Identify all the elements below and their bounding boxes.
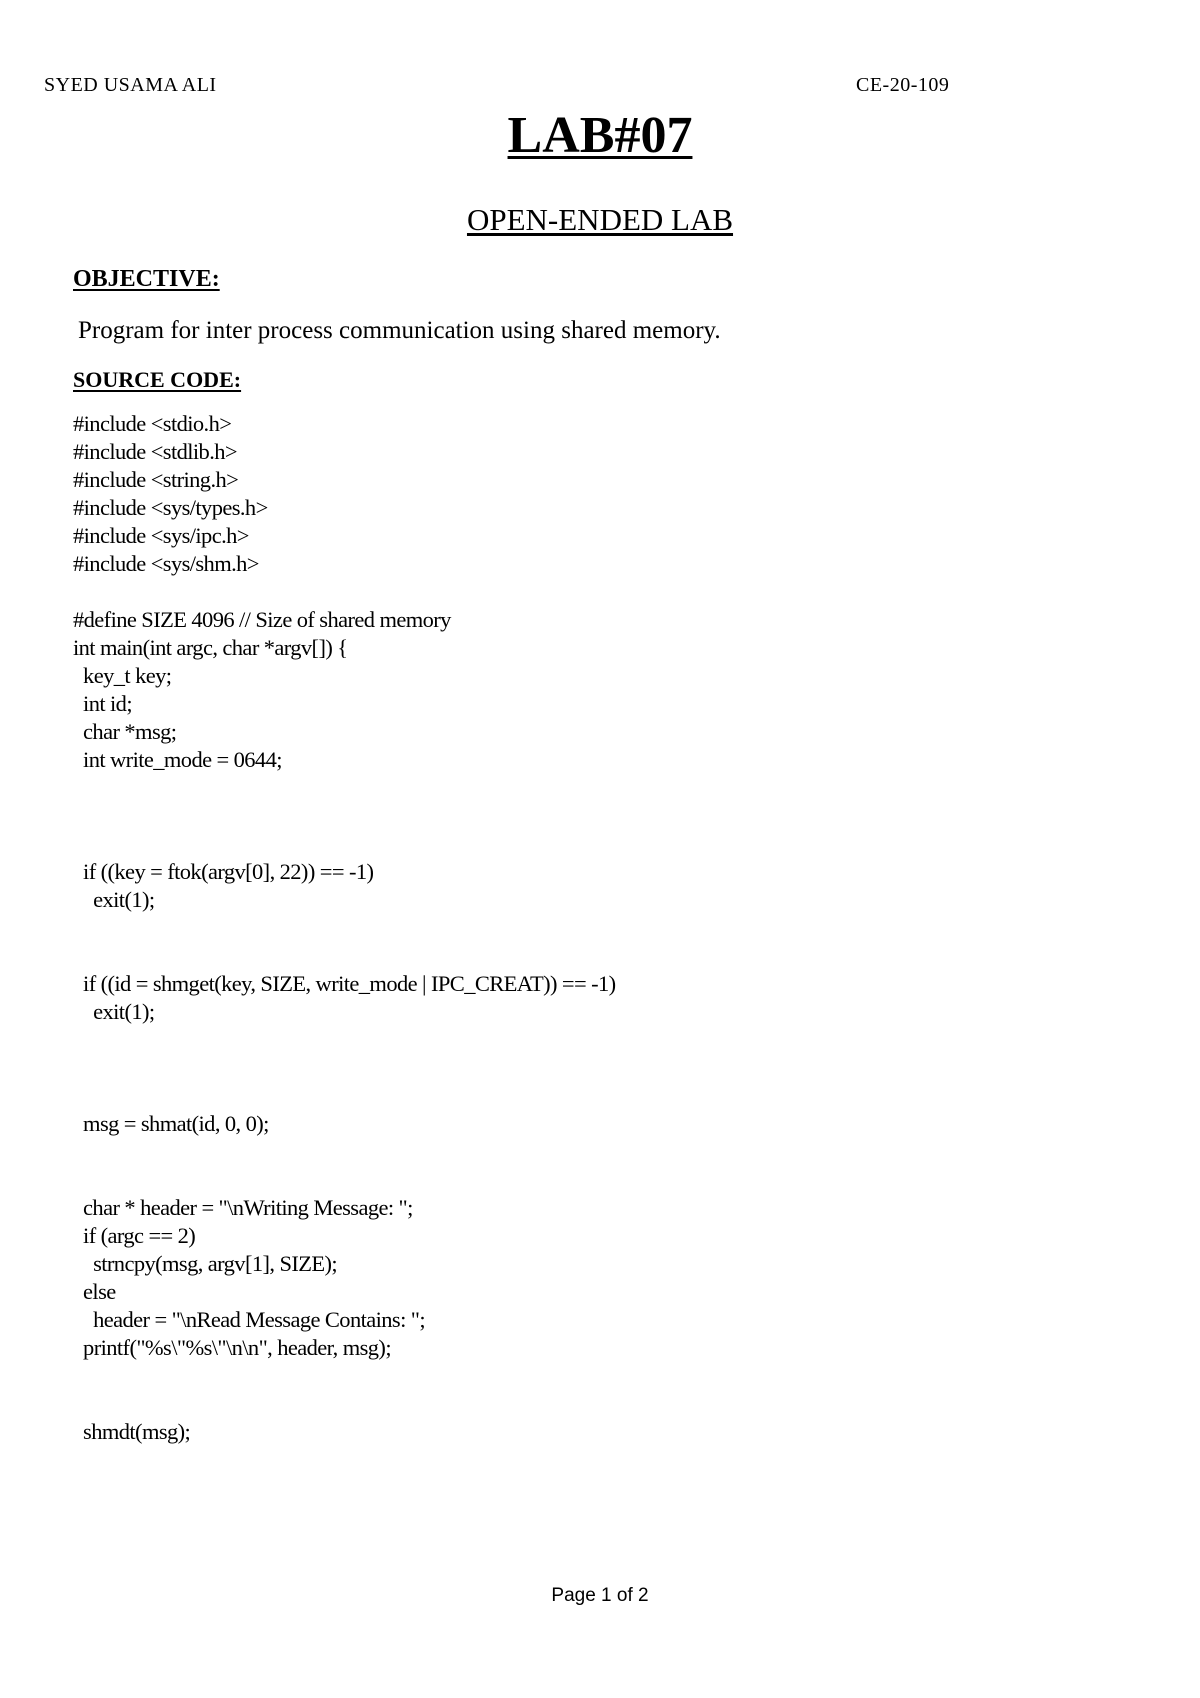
code-line: key_t key; <box>73 663 172 688</box>
header-roll-number: CE-20-109 <box>856 74 950 96</box>
code-line: header = "\nRead Message Contains: "; <box>73 1307 426 1332</box>
code-line: else <box>73 1279 116 1304</box>
code-line <box>73 802 616 830</box>
code-line <box>73 1138 616 1166</box>
objective-text: Program for inter process communication using shared memory. <box>78 317 721 344</box>
code-line: int id; <box>73 691 132 716</box>
code-line <box>73 1390 616 1418</box>
code-line <box>73 1166 616 1194</box>
page-number: Page 1 of 2 <box>551 1585 649 1606</box>
code-line <box>73 942 616 970</box>
code-line: if ((key = ftok(argv[0], 22)) == -1) <box>73 859 374 884</box>
lab-subtitle: OPEN-ENDED LAB <box>466 202 734 237</box>
code-line: strncpy(msg, argv[1], SIZE); <box>73 1251 338 1276</box>
header-author: SYED USAMA ALI <box>44 74 217 96</box>
code-line: #include <sys/types.h> <box>73 495 268 520</box>
code-line: shmdt(msg); <box>73 1419 191 1444</box>
code-line: #include <stdio.h> <box>73 411 232 436</box>
code-line: exit(1); <box>73 999 155 1024</box>
code-line <box>73 1362 616 1390</box>
code-line: msg = shmat(id, 0, 0); <box>73 1111 269 1136</box>
code-line <box>73 578 616 606</box>
source-code-heading: SOURCE CODE: <box>73 367 242 392</box>
lab-title: LAB#07 <box>507 107 693 164</box>
objective-heading: OBJECTIVE: <box>73 266 220 292</box>
code-line <box>73 914 616 942</box>
code-line: char * header = "\nWriting Message: "; <box>73 1195 413 1220</box>
code-line: #include <stdlib.h> <box>73 439 237 464</box>
source-code-block <box>73 410 616 1446</box>
code-line <box>73 1026 616 1054</box>
code-line: #define SIZE 4096 // Size of shared memory <box>73 607 451 632</box>
code-line <box>73 1082 616 1110</box>
code-line: printf("%s\"%s\"\n\n", header, msg); <box>73 1335 391 1360</box>
code-line: exit(1); <box>73 887 155 912</box>
code-line: int main(int argc, char *argv[]) { <box>73 635 348 660</box>
code-line: #include <sys/ipc.h> <box>73 523 249 548</box>
code-line: int write_mode = 0644; <box>73 747 282 772</box>
code-line <box>73 1054 616 1082</box>
code-line: #include <string.h> <box>73 467 239 492</box>
code-line: if (argc == 2) <box>73 1223 196 1248</box>
code-line: #include <sys/shm.h> <box>73 551 259 576</box>
code-line <box>73 774 616 802</box>
code-line: if ((id = shmget(key, SIZE, write_mode | IPC_CREAT)) == -1) <box>73 971 616 996</box>
code-line: char *msg; <box>73 719 177 744</box>
code-line <box>73 830 616 858</box>
